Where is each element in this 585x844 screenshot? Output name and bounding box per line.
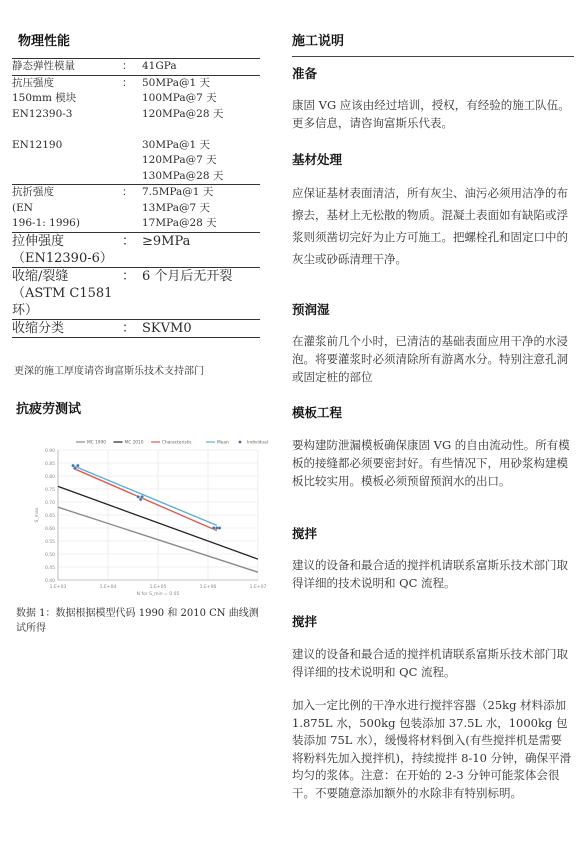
chart-caption: 数据 1：数据根据模型代码 1990 和 2010 CN 曲线测试所得 (16, 608, 259, 634)
mixing-title-1: 搅拌 (292, 526, 318, 541)
legend-swatch (239, 441, 242, 444)
property-name (12, 75, 122, 122)
property-colon: ： (122, 319, 142, 337)
prewet-title: 预润湿 (292, 302, 330, 317)
property-name-line: 抗折强度 (12, 186, 54, 198)
prep-title: 准备 (292, 66, 318, 81)
x-axis-label: N for S_min = 0.05 (136, 592, 180, 597)
mixing-text-1: 建议的设备和最合适的搅拌机请联系富斯乐技术部门取得详细的技术说明和 QC 流程。 (292, 558, 568, 590)
legend-label: Mean (217, 440, 229, 446)
property-colon: ： (122, 185, 142, 233)
individual-point (76, 464, 79, 467)
y-tick-label: 0.90 (44, 449, 55, 454)
property-value-line (142, 122, 260, 138)
property-name (12, 122, 122, 185)
property-name (12, 59, 122, 76)
property-name (12, 267, 122, 319)
property-colon: ： (122, 59, 142, 76)
properties-row (12, 319, 260, 337)
x-tick-label: 1.E+03 (49, 585, 67, 590)
properties-row (12, 185, 260, 233)
y-tick-label: 0.80 (44, 475, 55, 480)
properties-table (12, 58, 260, 338)
properties-row (12, 75, 260, 122)
x-tick-label: 1.E+04 (99, 585, 117, 590)
property-name-line: 抗压强度 (12, 76, 54, 89)
property-value-line: 17MPa@28 天 (142, 217, 217, 229)
property-value-line: 120MPa@28 天 (142, 107, 224, 120)
y-tick-label: 0.40 (44, 579, 55, 584)
property-name (12, 232, 122, 267)
property-value-line: 30MPa@1 天 (142, 138, 210, 151)
properties-row (12, 267, 260, 319)
property-colon: ： (122, 267, 142, 319)
property-colon: ： (122, 75, 142, 122)
properties-row (12, 232, 260, 267)
property-name-line: （EN12390-6） (12, 250, 113, 266)
y-tick-label: 0.45 (44, 566, 55, 571)
property-value (142, 319, 260, 337)
y-tick-label: 0.55 (44, 540, 55, 545)
mixing-title-2: 搅拌 (292, 614, 318, 629)
thickness-note: 更深的施工厚度请咨询富斯乐技术支持部门 (14, 366, 204, 377)
property-name-line (12, 122, 122, 138)
y-tick-label: 0.75 (44, 488, 55, 493)
property-value-line: 41GPa (142, 60, 177, 72)
prep-text: 康固 VG 应该由经过培训，授权，有经验的施工队伍。更多信息，请咨询富斯乐代表。 (292, 98, 570, 130)
chart-background (30, 436, 265, 598)
property-name-line: EN12190 (12, 138, 63, 151)
property-name-line: 收缩分类 (12, 320, 65, 336)
individual-point (140, 495, 143, 498)
property-name-line: 环） (12, 302, 39, 318)
property-name-line: （ASTM C1581 (12, 285, 113, 301)
formwork-title: 模板工程 (292, 405, 343, 420)
individual-point (212, 526, 215, 529)
property-value-line: SKVM0 (142, 320, 192, 336)
substrate-title: 基材处理 (292, 152, 343, 167)
fatigue-test-title: 抗疲劳测试 (16, 402, 82, 417)
x-tick-label: 1.E+07 (249, 585, 267, 590)
legend-label: MC 2010 (124, 440, 144, 446)
physical-properties-title: 物理性能 (18, 34, 71, 49)
property-value-line: 100MPa@7 天 (142, 92, 217, 104)
substrate-text: 应保证基材表面清洁，所有灰尘、油污必须用洁净的布擦去，基材上无松散的物质。混凝土表面如有缺陷或浮浆则须凿切完好为止方可施工。把螺栓孔和固定口中的灰尘或砂砾清理干净。 (292, 186, 568, 266)
property-name-line: 静态弹性模量 (12, 60, 75, 72)
y-tick-label: 0.85 (44, 462, 55, 467)
individual-point (218, 526, 221, 529)
property-name (12, 185, 122, 233)
property-value (142, 75, 260, 122)
property-value (142, 232, 260, 267)
property-name-line: 196-1: 1996) (12, 217, 80, 229)
property-value-line: 120MPa@7 天 (142, 154, 217, 166)
property-name-line: EN12390-3 (12, 107, 73, 120)
y-tick-label: 0.65 (44, 514, 55, 519)
property-name-line: 拉伸强度 (12, 233, 65, 249)
properties-row (12, 59, 260, 76)
legend-label: Characteristic (162, 440, 192, 446)
property-colon (122, 122, 142, 185)
legend-label: MC 1990 (87, 440, 107, 446)
mixing-text-2: 建议的设备和最合适的搅拌机请联系富斯乐技术部门取得详细的技术说明和 QC 流程。 (292, 647, 568, 679)
x-tick-label: 1.E+05 (149, 585, 167, 590)
y-tick-label: 0.50 (44, 553, 55, 558)
property-value-line: ≥9MPa (142, 233, 191, 249)
x-tick-label: 1.E+06 (199, 585, 217, 590)
formwork-text: 要构建防泄漏模板确保康固 VG 的自由流动性。所有模板的接缝都必须要密封好。有些情况下，用砂浆构建模板比较实用。模板必须预留预润水的出口。 (292, 438, 570, 488)
property-value (142, 185, 260, 233)
property-value (142, 267, 260, 319)
property-value-line: 6 个月后无开裂 (142, 268, 233, 284)
legend-label: Individual (247, 440, 268, 446)
fatigue-chart (30, 436, 268, 598)
y-tick-label: 0.70 (44, 501, 55, 506)
prewet-text: 在灌浆前几个小时，已清洁的基础表面应用干净的水浸泡。将要灌浆时必须清除所有游离水分。特别注意孔洞或固定桩的部位 (292, 334, 568, 384)
individual-point (71, 464, 74, 467)
properties-row (12, 122, 260, 185)
property-name-line: 150mm 模块 (12, 92, 77, 104)
property-value-line: 50MPa@1 天 (142, 76, 210, 89)
property-value-line: 7.5MPa@1 天 (142, 186, 214, 198)
y-tick-label: 0.60 (44, 527, 55, 532)
mixing-detail-text: 加入一定比例的干净水进行搅拌容器（25kg 材料添加 1.875L 水，500kg 包装添加 37.5L 水，1000kg 包装添加 75L 水），缓慢将材料倒入(有些搅拌机是需要将粉料先加入搅拌机)，持续搅拌 8-10 分钟，确保平滑均匀的浆体。注意：在开始的 2-3 分钟可能浆体会很干。不要随意添加额外的水除非有特别标明。 (292, 698, 572, 800)
property-value (142, 59, 260, 76)
individual-point (137, 495, 140, 498)
property-value-line: 130MPa@28 天 (142, 169, 224, 182)
y-axis-label: S_max (35, 507, 40, 523)
property-value (142, 122, 260, 185)
construction-instructions-title: 施工说明 (292, 34, 345, 49)
property-name (12, 319, 122, 337)
property-name-line: 收缩/裂缝 (12, 268, 69, 284)
property-name-line: (EN (12, 201, 33, 214)
header-divider (292, 56, 574, 57)
property-value-line: 13MPa@7 天 (142, 201, 210, 214)
fatigue-chart-svg (30, 436, 268, 598)
property-colon: ： (122, 232, 142, 267)
individual-point (74, 467, 77, 470)
